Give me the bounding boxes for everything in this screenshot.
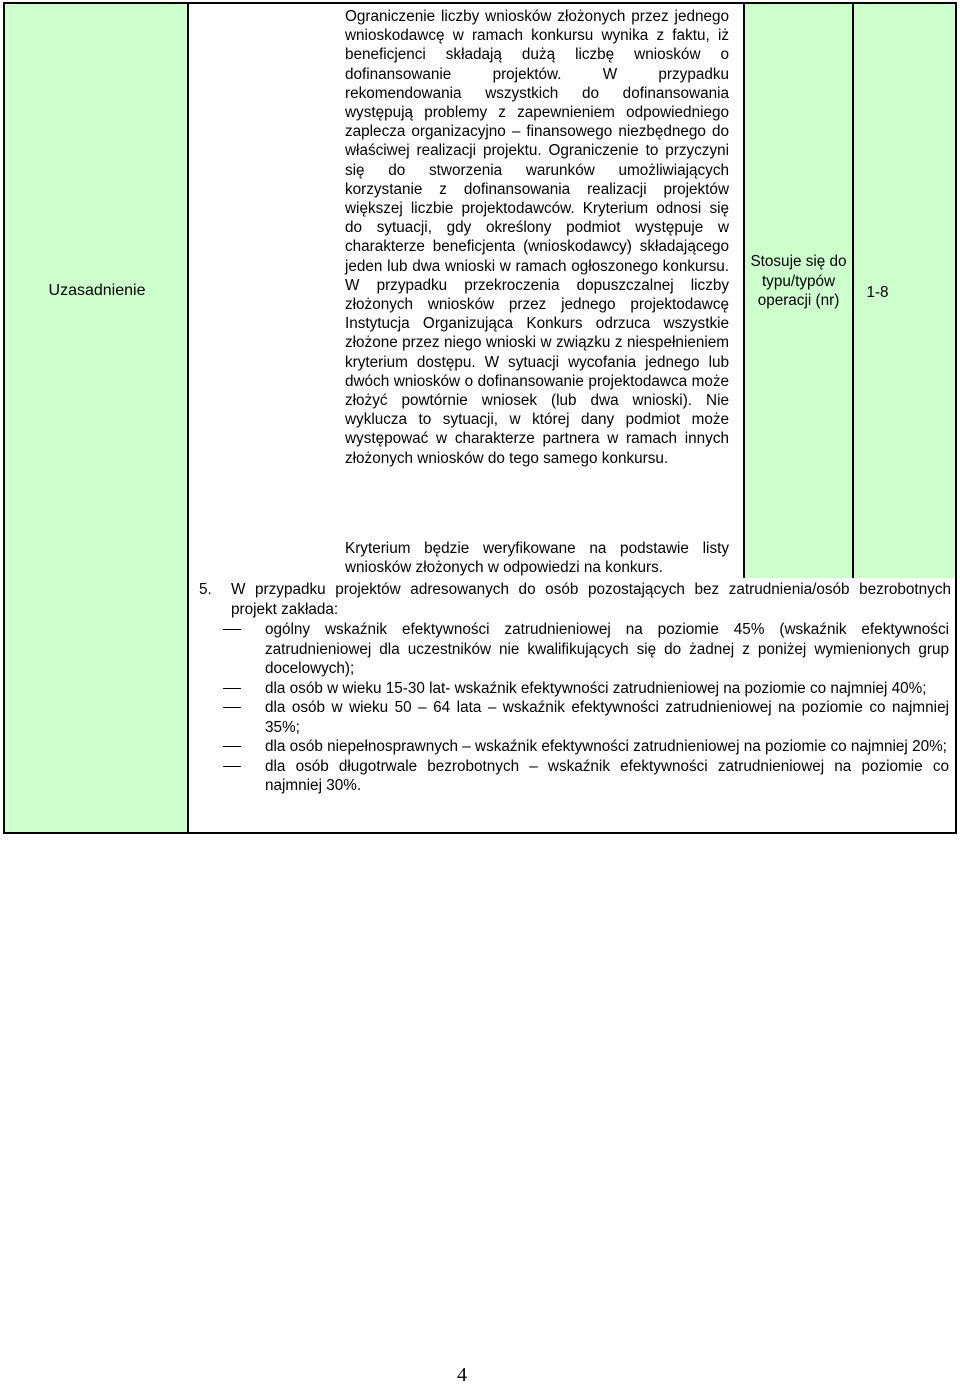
bullet-text: dla osób niepełnosprawnych – wskaźnik efektywności zatrudnieniowej na poziomie co najmniej 20%; [265,738,947,755]
bullet-text: dla osób w wieku 50 – 64 lata – wskaźnik efektywności zatrudnieniowej na poziomie co najmniej 35%; [265,699,949,736]
point5-number: 5. [199,581,212,598]
point5-text: W przypadku projektów adresowanych do osób pozostających bez zatrudnienia/osób bezrobotnych projekt zakłada: [231,581,951,618]
list-item [223,757,949,796]
justification-cell [189,4,745,578]
list-item [223,737,949,757]
point5-section [189,578,955,832]
bullet-text: dla osób w wieku 15-30 lat- wskaźnik efektywności zatrudnieniowej na poziomie co najmniej 40%; [265,679,927,697]
criteria-table [3,2,957,834]
justification-text: Ograniczenie liczby wniosków złożonych przez jednego wnioskodawcę w ramach konkursu wynika z faktu, iż beneficjenci składają dużą liczbę wniosków o dofinansowanie projektów. W przypadku rekomendowania wszystkich do dofinansowania występują problemy z zapewnieniem odpowiedniego zaplecza organizacyjno – finansowego niezbędnego do właściwej realizacji projektu. Ograniczenie to przyczyni się do stworzenia warunków umożliwiających korzystanie z dofinansowania realizacji projektów większej liczbie projektodawców. Kryterium odnosi się do sytuacji, gdy określony podmiot występuje w charakterze beneficjenta (wnioskodawcy) składającego jeden lub dwa wnioski w ramach ogłoszonego konkursu. W przypadku przekroczenia dopuszczalnej liczby złożonych wniosków przez jednego projektodawcę Instytucja Organizująca Konkurs odrzuca wszystkie złożone przez niego wnioski w związku z niespełnieniem kryterium dostępu. W sytuacji wycofania jednego lub dwóch wniosków o dofinansowanie projektodawca może złożyć powtórnie wniosek (lub dwa wnioski). Nie wyklucza to sytuacji, w której dany podmiot może występować w charakterze partnera w ramach innych złożonych wniosków do tego samego konkursu. [345,8,729,467]
applies-to-label: Stosuje się do typu/typów operacji (nr) [750,253,847,309]
dash-icon [223,746,241,747]
applies-to-cell [745,4,854,578]
list-item [223,620,949,679]
list-item [223,679,949,699]
dash-icon [223,707,241,708]
verification-text: Kryterium będzie weryfikowane na podstawie listy wniosków złożonych w odpowiedzi na konkurs. [345,540,729,577]
page-number: 4 [457,1364,467,1386]
dash-icon [223,688,241,689]
dash-icon [223,766,241,767]
applies-range-value: 1-8 [866,284,889,301]
row-label: Uzasadnienie [48,282,146,299]
label-cell [5,4,189,832]
bullet-text: ogólny wskaźnik efektywności zatrudnieniowej na poziomie 45% (wskaźnik efektywności zatrudnieniowej dla uczestników nie kwalifikujących się do żadnej z poniżej wymienionych grup docelowych); [265,621,949,677]
applies-range-cell [854,4,955,578]
dash-icon [223,629,241,630]
point5-bullet-list [223,620,949,796]
list-item [223,698,949,737]
bullet-text: dla osób długotrwale bezrobotnych – wskaźnik efektywności zatrudnieniowej na poziomie co najmniej 30%. [265,757,949,794]
point5-paragraph [199,580,951,619]
